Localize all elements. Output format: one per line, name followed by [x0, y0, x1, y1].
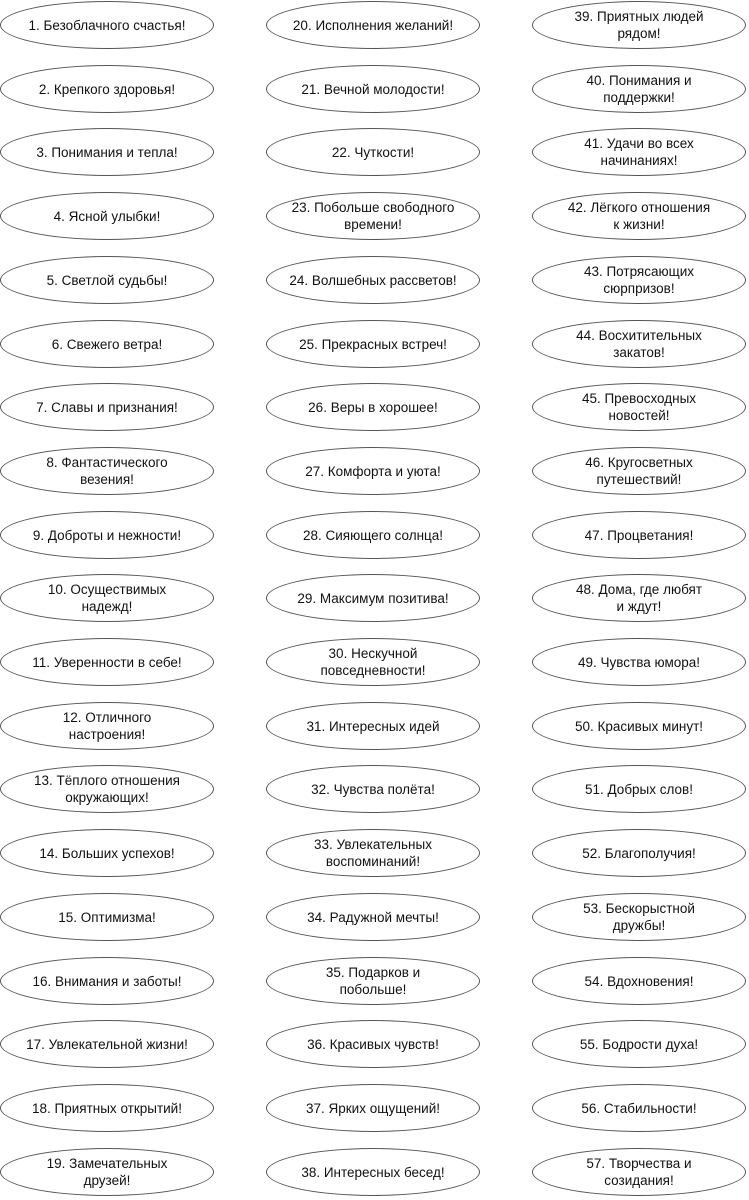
wish-oval-33 [266, 829, 480, 877]
wish-oval-31 [266, 702, 480, 750]
wish-text: 55. Бодрости духа! [579, 1036, 699, 1052]
wish-text: 22. Чуткости! [331, 144, 415, 160]
wish-text: 43. Потрясающих сюрпризов! [583, 264, 695, 296]
wish-text: 56. Стабильности! [581, 1100, 697, 1116]
wish-text: 48. Дома, где любят и ждут! [576, 582, 702, 614]
wish-text: 12. Отличного настроения! [62, 710, 152, 742]
wish-text: 4. Ясной улыбки! [53, 208, 161, 224]
wish-oval-15 [0, 893, 214, 941]
wish-text: 8. Фантастического везения! [46, 455, 168, 487]
wish-text: 45. Превосходных новостей! [581, 391, 697, 423]
wish-oval-57 [532, 1148, 746, 1196]
wish-text: 27. Комфорта и уюта! [305, 463, 441, 479]
wish-oval-41 [532, 128, 746, 176]
wish-oval-45 [532, 383, 746, 431]
wish-text: 2. Крепкого здоровья! [38, 81, 176, 97]
wish-text: 30. Нескучной повседневности! [320, 646, 426, 678]
wish-text: 24. Волшебных рассветов! [289, 272, 457, 288]
wish-oval-56 [532, 1084, 746, 1132]
wish-oval-21 [266, 65, 480, 113]
wish-text: 9. Доброты и нежности! [32, 527, 182, 543]
wish-oval-20 [266, 1, 480, 49]
wish-oval-39 [532, 1, 746, 49]
wish-oval-23 [266, 192, 480, 240]
wish-text: 53. Бескорыстной дружбы! [583, 901, 695, 933]
wish-oval-22 [266, 128, 480, 176]
wish-oval-8 [0, 447, 214, 495]
wish-oval-32 [266, 765, 480, 813]
wish-oval-35 [266, 957, 480, 1005]
wish-text: 7. Славы и признания! [36, 399, 178, 415]
wish-oval-50 [532, 702, 746, 750]
wish-oval-51 [532, 765, 746, 813]
wish-text: 19. Замечательных друзей! [46, 1156, 168, 1188]
wish-text: 23. Побольше свободного времени! [291, 200, 455, 232]
wish-text: 29. Максимум позитива! [297, 590, 449, 606]
wish-oval-7 [0, 383, 214, 431]
wish-oval-46 [532, 447, 746, 495]
wish-text: 10. Осуществимых надежд! [47, 582, 167, 614]
wish-oval-17 [0, 1020, 214, 1068]
wish-oval-55 [532, 1020, 746, 1068]
wish-oval-19 [0, 1148, 214, 1196]
wish-text: 17. Увлекательной жизни! [26, 1036, 188, 1052]
wish-text: 26. Веры в хорошее! [308, 399, 438, 415]
wish-text: 57. Творчества и созидания! [586, 1156, 692, 1188]
wish-text: 6. Свежего ветра! [51, 336, 163, 352]
wish-text: 31. Интересных идей [306, 718, 440, 734]
wish-oval-49 [532, 638, 746, 686]
wish-oval-10 [0, 574, 214, 622]
wish-oval-6 [0, 320, 214, 368]
wish-oval-40 [532, 65, 746, 113]
wish-text: 50. Красивых минут! [574, 718, 704, 734]
wish-oval-34 [266, 893, 480, 941]
wish-text: 18. Приятных открытий! [32, 1100, 182, 1116]
wish-oval-5 [0, 256, 214, 304]
wish-oval-53 [532, 893, 746, 941]
wish-text: 41. Удачи во всех начинаниях! [584, 136, 694, 168]
wish-text: 39. Приятных людей рядом! [574, 9, 704, 41]
wish-oval-54 [532, 957, 746, 1005]
wish-text: 3. Понимания и тепла! [36, 144, 178, 160]
wish-text: 15. Оптимизма! [58, 909, 156, 925]
wish-text: 13. Тёплого отношения окружающих! [33, 773, 180, 805]
wish-oval-1 [0, 1, 214, 49]
wish-text: 38. Интересных бесед! [301, 1164, 445, 1180]
wish-oval-4 [0, 192, 214, 240]
wish-oval-42 [532, 192, 746, 240]
wish-oval-27 [266, 447, 480, 495]
wish-text: 49. Чувства юмора! [577, 654, 701, 670]
wish-text: 51. Добрых слов! [585, 781, 693, 797]
wish-oval-52 [532, 829, 746, 877]
wish-oval-14 [0, 829, 214, 877]
wish-text: 21. Вечной молодости! [301, 81, 445, 97]
wish-oval-47 [532, 511, 746, 559]
wish-text: 11. Уверенности в себе! [32, 654, 182, 670]
wish-text: 54. Вдохновения! [584, 973, 694, 989]
wish-oval-30 [266, 638, 480, 686]
wish-text: 33. Увлекательных воспоминаний! [314, 837, 432, 869]
wish-text: 52. Благополучия! [582, 845, 696, 861]
wish-oval-43 [532, 256, 746, 304]
wish-text: 36. Красивых чувств! [307, 1036, 439, 1052]
wish-oval-3 [0, 128, 214, 176]
wish-text: 16. Внимания и заботы! [32, 973, 182, 989]
wish-oval-13 [0, 765, 214, 813]
wish-oval-28 [266, 511, 480, 559]
wish-oval-16 [0, 957, 214, 1005]
wish-text: 46. Кругосветных путешествий! [585, 455, 693, 487]
wish-oval-2 [0, 65, 214, 113]
wish-oval-11 [0, 638, 214, 686]
wish-oval-29 [266, 574, 480, 622]
wish-oval-9 [0, 511, 214, 559]
wish-text: 37. Ярких ощущений! [306, 1100, 440, 1116]
wish-oval-48 [532, 574, 746, 622]
wish-text: 40. Понимания и поддержки! [586, 73, 692, 105]
wish-text: 14. Больших успехов! [39, 845, 175, 861]
wish-text: 34. Радужной мечты! [307, 909, 439, 925]
wish-oval-36 [266, 1020, 480, 1068]
wish-text: 1. Безоблачного счастья! [28, 17, 186, 33]
wish-oval-18 [0, 1084, 214, 1132]
wish-oval-37 [266, 1084, 480, 1132]
wish-text: 25. Прекрасных встреч! [299, 336, 447, 352]
wish-oval-44 [532, 320, 746, 368]
wish-oval-38 [266, 1148, 480, 1196]
wish-oval-24 [266, 256, 480, 304]
wish-text: 44. Восхитительных закатов! [576, 328, 702, 360]
wish-text: 32. Чувства полёта! [311, 781, 435, 797]
wish-oval-12 [0, 702, 214, 750]
wish-text: 28. Сияющего солнца! [302, 527, 444, 543]
wish-text: 35. Подарков и побольше! [325, 965, 421, 997]
wish-text: 5. Светлой судьбы! [46, 272, 168, 288]
wish-text: 20. Исполнения желаний! [292, 17, 454, 33]
wish-text: 47. Процветания! [584, 527, 694, 543]
wish-oval-26 [266, 383, 480, 431]
wish-oval-25 [266, 320, 480, 368]
wish-text: 42. Лёгкого отношения к жизни! [567, 200, 711, 232]
